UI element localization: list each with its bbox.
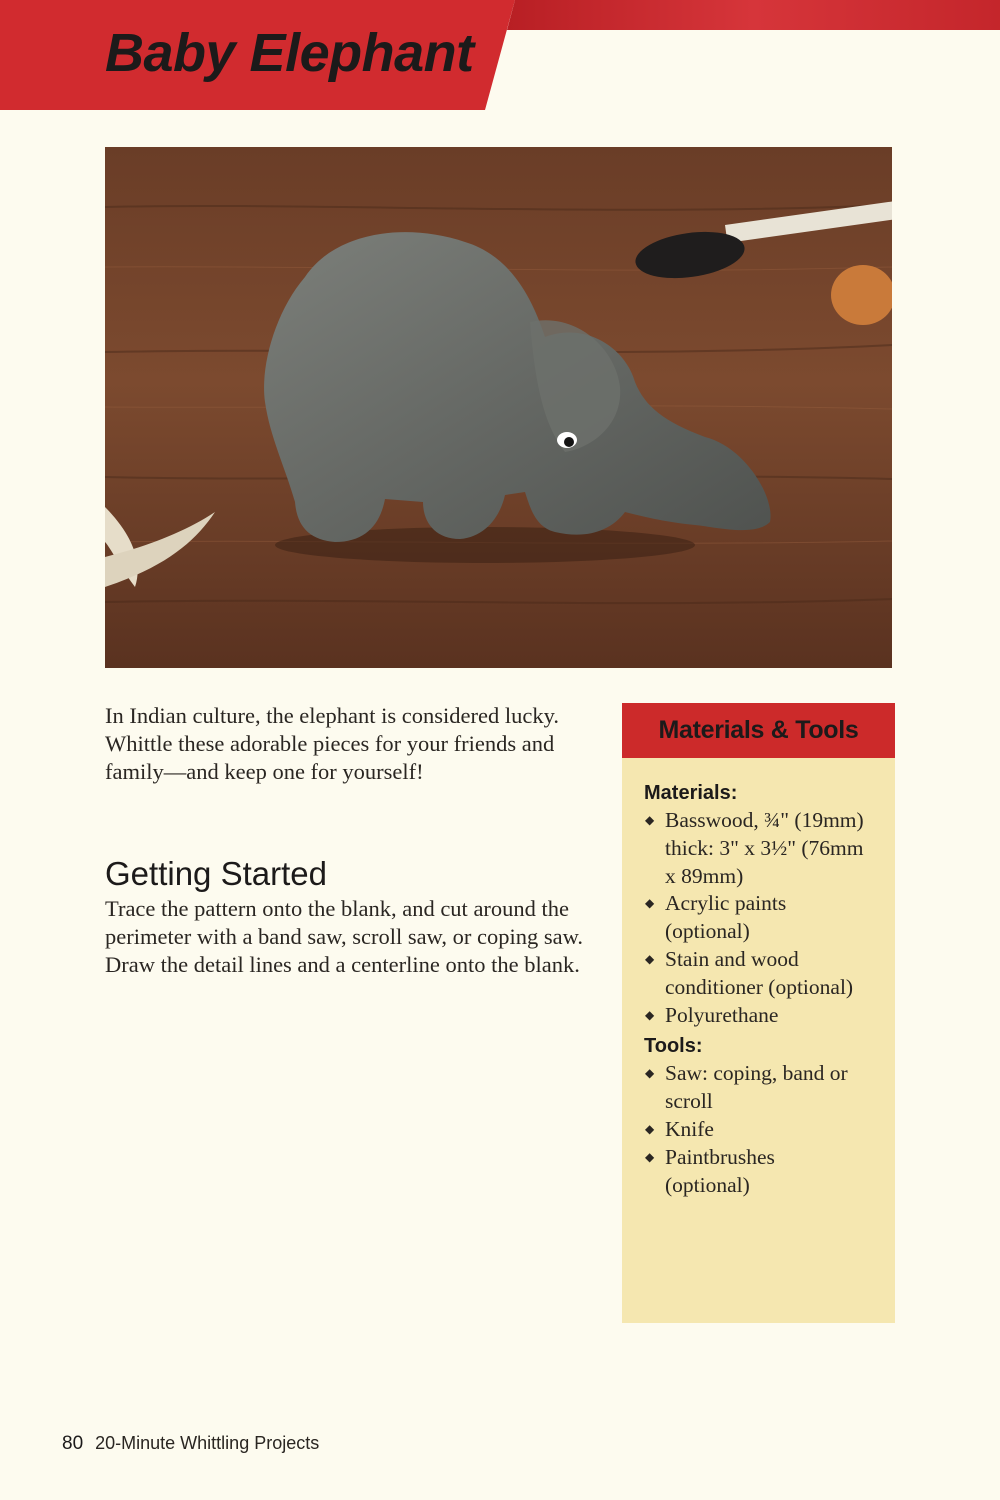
materials-heading: Materials: [644,782,738,804]
bullet-icon: ◆ [645,951,655,966]
getting-started-text: Trace the pattern onto the blank, and cut around the perimeter with a band saw, scroll saw, or coping saw. Draw the detail lines and a centerline onto the blank. [105,896,583,977]
sidebar-title: Materials & Tools [658,716,859,744]
getting-started-heading: Getting Started [105,855,327,892]
title-banner [0,0,1000,115]
sidebar-body [622,758,895,1199]
list-item-text: Polyurethane [665,1002,779,1027]
bullet-icon: ◆ [645,896,655,911]
list-item [644,1060,865,1116]
tools-heading: Tools: [644,1035,703,1058]
elephant-carving-photo [105,147,892,668]
bullet-icon: ◆ [645,813,655,827]
list-item-text: Knife [665,1116,714,1141]
page-number: 80 [62,1433,84,1454]
bullet-icon: ◆ [645,1066,655,1081]
page-title: Baby Elephant [105,23,474,83]
list-item [644,946,865,1002]
list-item [644,807,865,890]
list-item-text: Paintbrushes (optional) [665,1144,775,1197]
materials-list [644,807,895,1029]
list-item-text: Saw: coping, band or scroll [665,1061,848,1114]
list-item-text: Stain and wood conditioner (optional) [665,946,854,999]
bullet-icon: ◆ [645,1149,655,1164]
list-item [644,1116,865,1144]
sidebar-header [622,703,895,758]
bullet-icon: ◆ [645,1007,655,1022]
list-item-text: Basswood, ¾" (19mm) thick: 3" x 3½" (76mm x 89mm) [665,808,864,888]
list-item-text: Acrylic paints (optional) [665,891,787,944]
intro-paragraph: In Indian culture, the elephant is considered lucky. Whittle these adorable pieces for your friends and family—and keep one for yourself! [105,703,560,784]
book-title: 20-Minute Whittling Projects [95,1433,320,1453]
list-item [644,890,865,946]
materials-tools-sidebar [622,703,895,1323]
bullet-icon: ◆ [645,1121,655,1136]
page-footer [62,1433,319,1455]
tools-list [644,1060,895,1199]
list-item [644,1002,865,1030]
list-item [644,1144,865,1200]
